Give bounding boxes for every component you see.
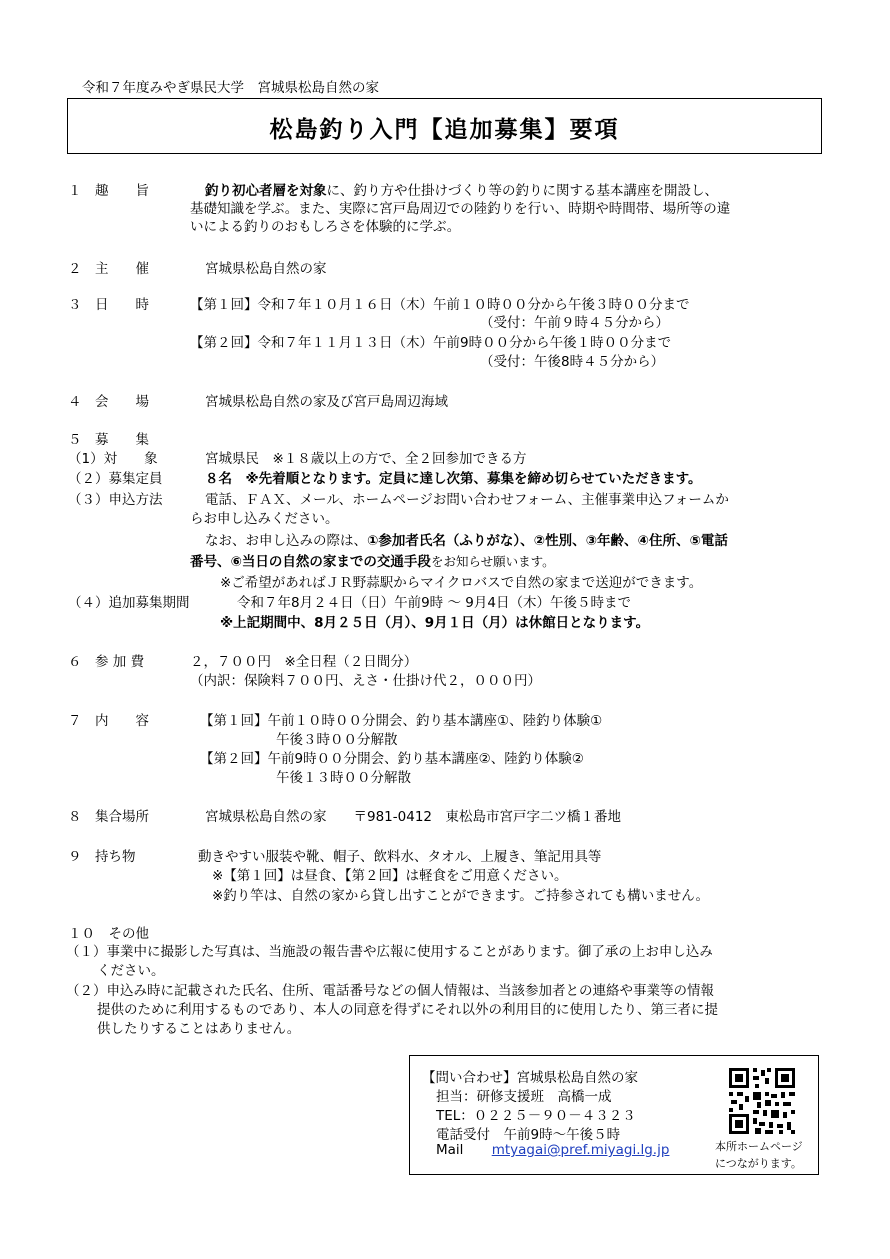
mail-label: Mail (436, 1142, 464, 1158)
qr-code-icon[interactable] (727, 1066, 797, 1136)
s9-note1: ※【第１回】は昼食、【第２回】は軽食をご用意ください。 (212, 868, 568, 884)
s1-label: １ 趣 旨 (68, 183, 149, 199)
s10-p1a: （１）事業中に撮影した写真は、当施設の報告書や広報に使用することがあります。御了承の上お申し込み (66, 944, 713, 960)
s10-p2b: 提供のために利用するものであり、本人の同意を得ずにそれ以外の利用目的に使用したり、第三者に提 (97, 1002, 718, 1018)
s9-label: ９ 持ち物 (68, 849, 136, 865)
s5-b-label: （２）募集定員 (68, 471, 163, 487)
s5-c-text1: 電話、ＦＡＸ、メール、ホームページお問い合わせフォーム、主催事業申込フォームか (205, 492, 729, 508)
s7-line3: 【第２回】午前9時００分開会、釣り基本講座②、陸釣り体験② (200, 751, 584, 767)
mail-link[interactable]: mtyagai@pref.miyagi.lg.jp (491, 1142, 670, 1158)
s5-c-label: （３）申込方法 (68, 492, 163, 508)
s5-c-text4a: 番号、⑥当日の自然の家までの交通手段 (190, 554, 431, 570)
s5-a-text: 宮城県民 ※１８歳以上の方で、全２回参加できる方 (205, 451, 527, 467)
s1-line1 (205, 179, 718, 199)
s5-b-text: ８名 ※先着順となります。定員に達し次第、募集を締め切らせていただきます。 (205, 471, 702, 487)
qr-caption-2: につながります。 (715, 1157, 802, 1170)
s6-label: ６ 参 加 費 (68, 654, 145, 670)
s1-line2: 基礎知識を学ぶ。また、実際に宮戸島周辺での陸釣りを行い、時期や時間帯、場所等の違 (190, 201, 731, 217)
s10-p2c: 供したりすることはありません。 (97, 1021, 301, 1037)
s8-label: ８ 集合場所 (68, 809, 149, 825)
s5-a-label: （1）対 象 (68, 451, 158, 467)
s1-bold: 釣り初心者層を対象 (205, 183, 327, 199)
s9-note2: ※釣り竿は、自然の家から貸し出すことができます。ご持参されても構いません。 (212, 888, 710, 904)
s5-label: ５ 募 集 (68, 432, 149, 448)
header-text: 令和７年度みやぎ県民大学 宮城県松島自然の家 (82, 80, 379, 96)
s1-text1: に、釣り方や仕掛けづくり等の釣りに関する基本講座を開設し、 (326, 183, 718, 199)
s3-line2: （受付：午前９時４５分から） (480, 315, 669, 331)
s5-c-text2: らお申し込みください。 (190, 511, 339, 527)
s10-p1b: ください。 (97, 963, 165, 979)
s10-p2a: （２）申込み時に記載された氏名、住所、電話番号などの個人情報は、当該参加者との連絡や事業等の情報 (66, 983, 714, 999)
page-title: 松島釣り入門【追加募集】要項 (269, 117, 620, 143)
s5-d-label: （４）追加募集期間 (68, 595, 190, 611)
s2-text: 宮城県松島自然の家 (205, 261, 327, 277)
s8-text: 宮城県松島自然の家 〒981-0412 東松島市宮戸字二ツ橋１番地 (205, 809, 621, 825)
s5-c-text3a: なお、お申し込みの際は、 (205, 533, 367, 549)
s9-text: 動きやすい服装や靴、帽子、飲料水、タオル、上履き、筆記用具等 (198, 849, 602, 865)
s7-label: ７ 内 容 (68, 713, 149, 729)
contact-line4: 電話受付 午前9時～午後５時 (436, 1127, 621, 1143)
s5-c-text4b: をお知らせ願います。 (430, 554, 555, 569)
s10-label: １０ その他 (68, 926, 149, 942)
s3-line1: 【第１回】令和７年１０月１６日（木）午前１０時００分から午後３時００分まで (190, 297, 690, 313)
s5-c-text3 (205, 529, 728, 549)
s3-line4: （受付：午後8時４５分から） (480, 354, 665, 370)
s5-c-text3b: ①参加者氏名（ふりがな）、②性別、③年齢、④住所、⑤電話 (367, 533, 728, 549)
s6-detail: （内訳：保険料７００円、えさ・仕掛け代２，０００円） (190, 673, 541, 689)
s4-label: ４ 会 場 (68, 394, 149, 410)
contact-line1: 【問い合わせ】宮城県松島自然の家 (422, 1070, 638, 1086)
contact-line2: 担当：研修支援班 高橋一成 (436, 1089, 612, 1105)
qr-caption-1: 本所ホームページ (715, 1140, 803, 1153)
contact-line3: TEL：０２２５－９０－４３２３ (436, 1108, 636, 1124)
s5-d-note: ※上記期間中、8月２５日（月）、9月１日（月）は休館日となります。 (220, 615, 650, 631)
s7-line1: 【第１回】午前１０時００分開会、釣り基本講座①、陸釣り体験① (200, 713, 603, 729)
s3-label: ３ 日 時 (68, 297, 149, 313)
s7-line2: 午後３時００分解散 (276, 732, 398, 748)
s2-label: ２ 主 催 (68, 261, 149, 277)
s5-d-text: 令和７年8月２４日（日）午前9時 ～ 9月4日（木）午後５時まで (237, 595, 631, 611)
s4-text: 宮城県松島自然の家及び宮戸島周辺海域 (205, 394, 448, 410)
s6-text: ２，７００円 ※全日程（２日間分） (190, 654, 418, 670)
s5-c-text4 (190, 550, 555, 570)
s3-line3: 【第２回】令和７年１１月１３日（木）午前9時００分から午後１時００分まで (190, 335, 672, 351)
contact-mail-row (436, 1142, 669, 1158)
title-box (67, 98, 822, 154)
s5-c-note: ※ご希望があればＪＲ野蒜駅からマイクロバスで自然の家まで送迎ができます。 (220, 575, 703, 591)
s1-line3: いによる釣りのおもしろさを体験的に学ぶ。 (190, 219, 461, 235)
s7-line4: 午後１３時００分解散 (276, 770, 411, 786)
